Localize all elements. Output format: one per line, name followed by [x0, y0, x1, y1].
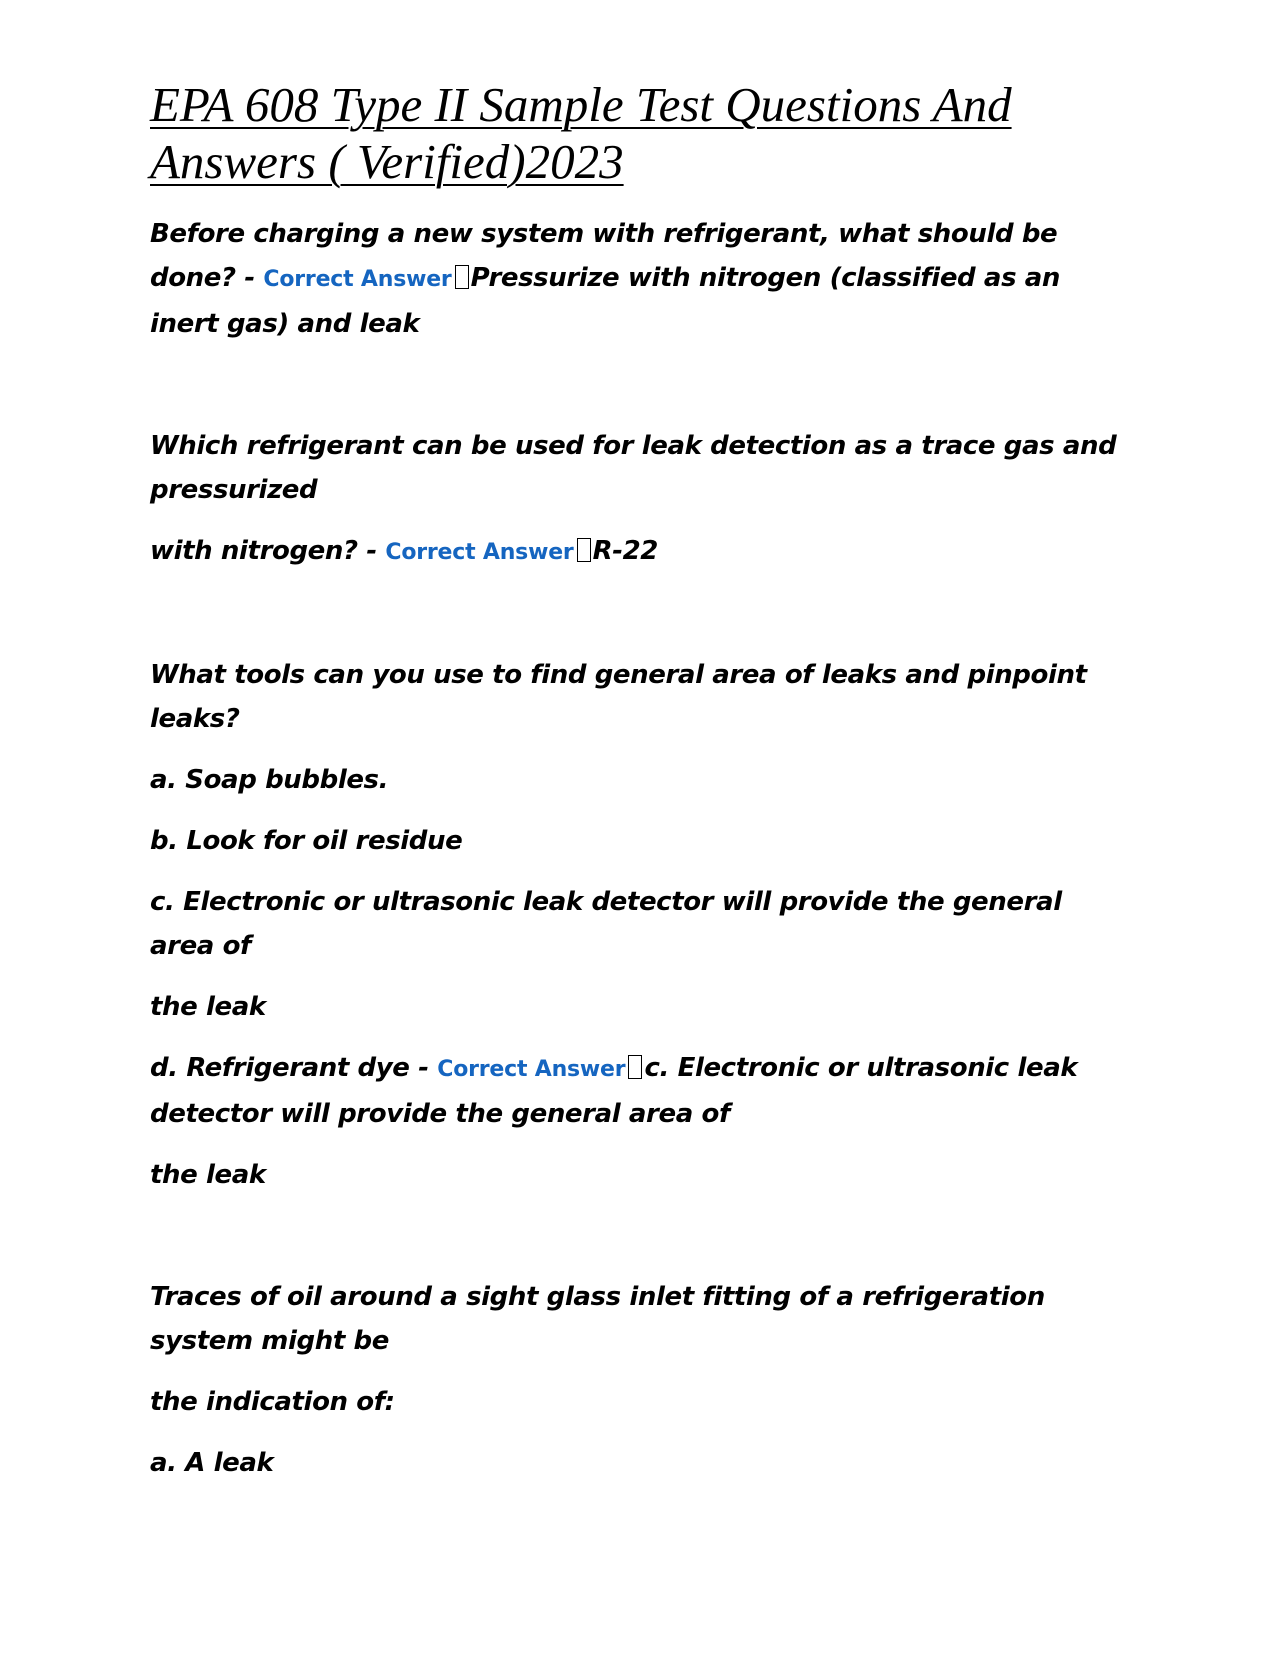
- correct-answer-label: Correct Answer: [263, 267, 452, 292]
- question-2-text: with nitrogen? -: [150, 536, 386, 566]
- question-3-option-c: c. Electronic or ultrasonic leak detector will provide the general area of: [150, 887, 1062, 961]
- question-3-option-c-continued: the leak: [150, 992, 266, 1022]
- question-1-text: Before charging a new system with refrigerant, what should be done? -: [150, 219, 1058, 293]
- missing-glyph-icon: [455, 265, 469, 289]
- question-3-option-d-text: d. Refrigerant dye -: [150, 1053, 438, 1083]
- question-3-answer: c. Electronic or ultrasonic leak detector will provide the general area of: [150, 1053, 1078, 1129]
- document-title: EPA 608 Type II Sample Test Questions And Answers ( Verified)2023: [150, 77, 1012, 189]
- question-3-option-b: b. Look for oil residue: [150, 826, 463, 856]
- question-4: Traces of oil around a sight glass inlet fitting of a refrigeration system might be: [150, 1282, 1045, 1356]
- question-4-continued: the indication of:: [150, 1387, 395, 1417]
- correct-answer-label: Correct Answer: [437, 1057, 626, 1082]
- document-page: [150, 76, 1130, 1502]
- question-3: What tools can you use to find general area of leaks and pinpoint leaks?: [150, 660, 1087, 734]
- question-2-continued: [150, 529, 1130, 575]
- missing-glyph-icon: [628, 1055, 642, 1079]
- question-3-option-a: a. Soap bubbles.: [150, 765, 389, 795]
- question-3-option-d: [150, 1046, 1130, 1136]
- question-3-answer-continued: the leak: [150, 1160, 266, 1190]
- question-1-answer: Pressurize with nitrogen (classified as an inert gas) and leak: [150, 263, 1061, 339]
- question-2-answer: R-22: [592, 536, 658, 566]
- missing-glyph-icon: [577, 538, 591, 562]
- correct-answer-label: Correct Answer: [385, 540, 574, 565]
- question-1: [150, 212, 1130, 346]
- question-4-option-a: a. A leak: [150, 1448, 274, 1478]
- question-2: Which refrigerant can be used for leak detection as a trace gas and pressurized: [150, 431, 1117, 505]
